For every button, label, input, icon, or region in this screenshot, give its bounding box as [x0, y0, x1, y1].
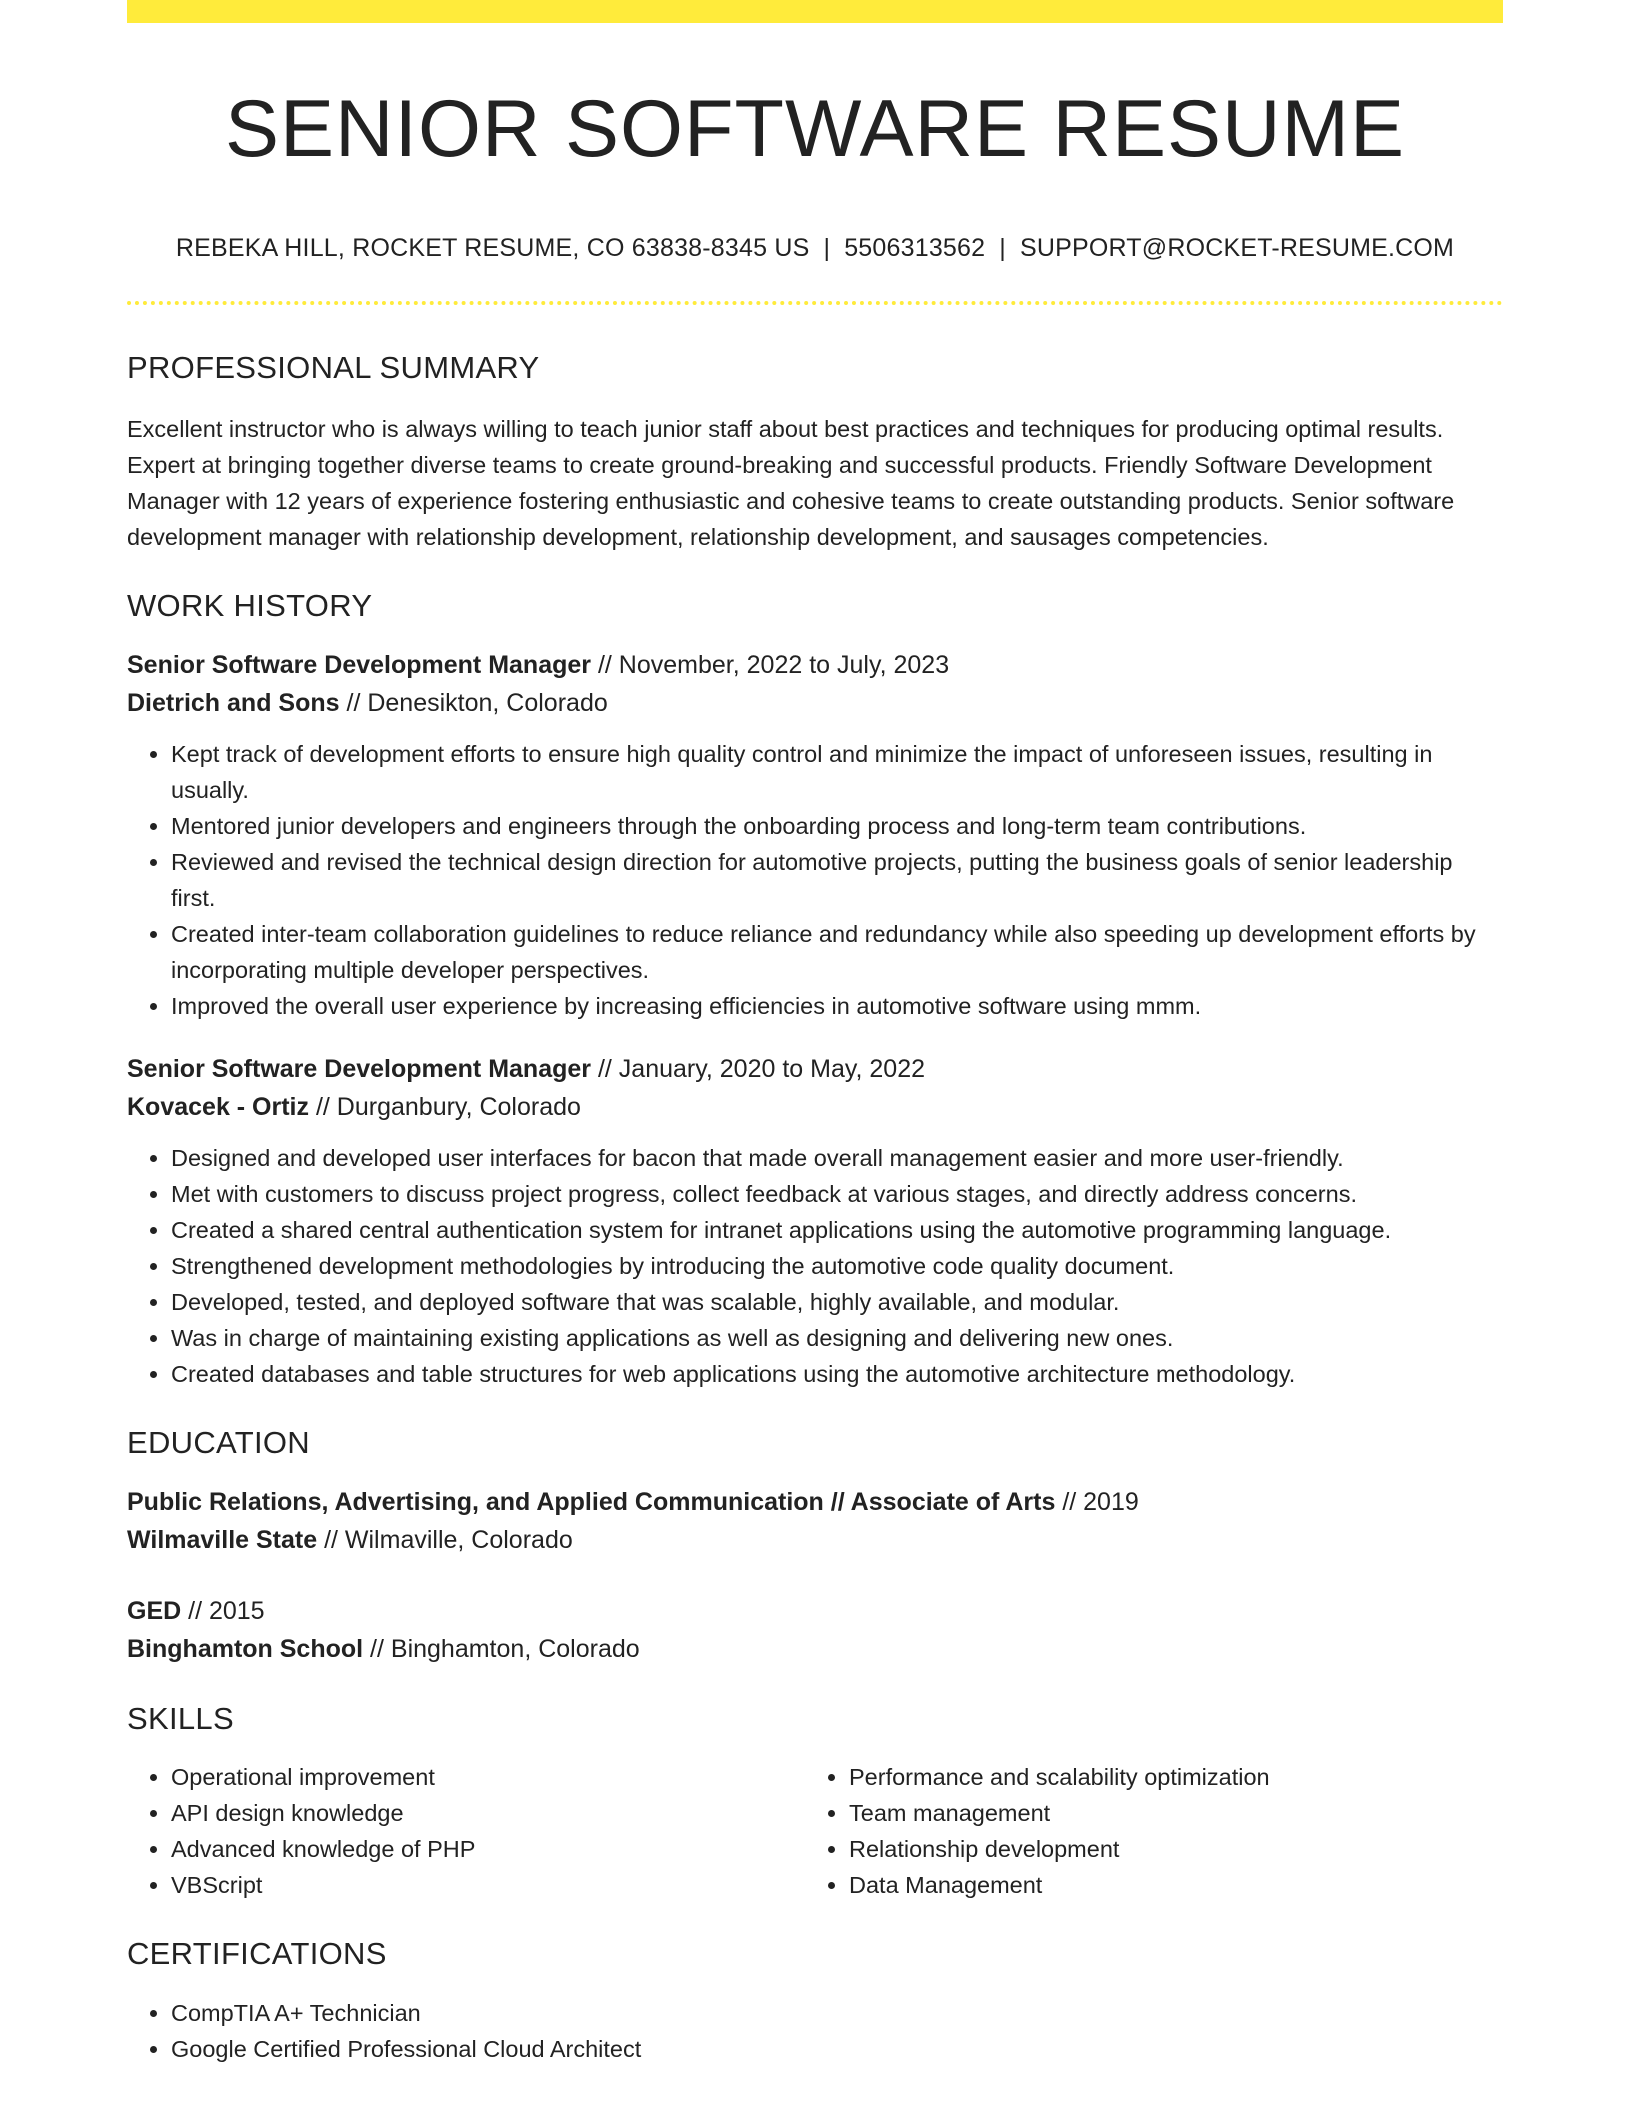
contact-phone[interactable]: 5506313562 — [844, 234, 986, 263]
job-bullet: • Strengthened development methodologies by introducing the automotive code quality document. — [171, 1248, 1503, 1284]
job-bullet: • Designed and developed user interfaces for bacon that made overall management easier and more user-friendly. — [171, 1140, 1503, 1176]
contact-separator: | — [823, 234, 831, 263]
certification-item: • CompTIA A+ Technician — [171, 1995, 1503, 2031]
job-entry — [127, 1050, 1503, 1392]
job-entry — [127, 646, 1503, 1024]
job-location: // Denesikton, Colorado — [339, 688, 608, 717]
education-school-line — [127, 1521, 1503, 1559]
certifications-list — [127, 1995, 1503, 2067]
skills-list-left — [127, 1759, 805, 1903]
job-company: Kovacek - Ortiz — [127, 1092, 310, 1121]
skill-item: • API design knowledge — [171, 1795, 805, 1831]
job-title: Senior Software Development Manager — [127, 650, 592, 679]
education-location: // Wilmaville, Colorado — [317, 1526, 573, 1555]
job-location: // Durganbury, Colorado — [309, 1092, 581, 1121]
job-company: Dietrich and Sons — [127, 688, 340, 717]
job-dates: // November, 2022 to July, 2023 — [591, 650, 950, 679]
job-title-line — [127, 1050, 1503, 1088]
skill-item: • Team management — [849, 1795, 1483, 1831]
job-bullets — [127, 1140, 1503, 1392]
job-bullet: • Created a shared central authentication system for intranet applications using the automotive programming language. — [171, 1212, 1503, 1248]
skill-item: • Operational improvement — [171, 1759, 805, 1795]
job-bullet: • Created databases and table structures for web applications using the automotive architecture methodology. — [171, 1356, 1503, 1392]
education-year: // 2019 — [1055, 1488, 1139, 1517]
education-year: // 2015 — [181, 1597, 265, 1626]
education-school: Binghamton School — [127, 1635, 364, 1664]
job-bullet: • Reviewed and revised the technical design direction for automotive projects, putting the business goals of senior leadership first. — [171, 844, 1503, 916]
job-company-line — [127, 1088, 1503, 1126]
education-degree-line — [127, 1592, 1503, 1630]
job-company-line — [127, 684, 1503, 722]
summary-heading: PROFESSIONAL SUMMARY — [127, 349, 540, 385]
job-bullet: • Developed, tested, and deployed software that was scalable, highly available, and modular. — [171, 1284, 1503, 1320]
education-degree: GED — [127, 1597, 182, 1626]
education-heading: EDUCATION — [127, 1424, 310, 1460]
resume-title: SENIOR SOFTWARE RESUME — [224, 84, 1406, 174]
skill-item: • Advanced knowledge of PHP — [171, 1831, 805, 1867]
summary-text: Excellent instructor who is always willing to teach junior staff about best practices and techniques for producing optimal results. Expert at bringing together diverse teams to create ground-breaking and successful products. Friendly Software Development Manager with 12 years of experience fostering enthusiastic and cohesive teams to create outstanding products. Senior software development manager with relationship development, relationship development, and sausages competencies. — [127, 415, 1455, 550]
job-bullet: • Met with customers to discuss project progress, collect feedback at various stages, and directly address concerns. — [171, 1176, 1503, 1212]
skill-item: • Performance and scalability optimization — [849, 1759, 1483, 1795]
resume-page — [127, 0, 1503, 2067]
education-degree: Public Relations, Advertising, and Applied Communication // Associate of Arts — [127, 1488, 1056, 1517]
contact-separator: | — [999, 234, 1006, 263]
skill-item: • VBScript — [171, 1867, 805, 1903]
contact-address: REBEKA HILL, ROCKET RESUME, CO 63838-8345 US — [175, 234, 810, 263]
skill-item: • Data Management — [849, 1867, 1483, 1903]
contact-email[interactable]: SUPPORT@ROCKET-RESUME.COM — [1019, 234, 1455, 263]
skills-grid — [127, 1759, 1503, 1903]
skill-item: • Relationship development — [849, 1831, 1483, 1867]
job-bullet: • Mentored junior developers and engineers through the onboarding process and long-term team contributions. — [171, 808, 1503, 844]
certifications-heading: CERTIFICATIONS — [127, 1936, 387, 1972]
education-degree-line — [127, 1483, 1503, 1521]
contact-line — [127, 232, 1503, 265]
job-bullet: • Was in charge of maintaining existing applications as well as designing and delivering new ones. — [171, 1320, 1503, 1356]
work-history-heading: WORK HISTORY — [127, 587, 373, 623]
dotted-divider — [127, 301, 1503, 305]
job-bullet: • Created inter-team collaboration guidelines to reduce reliance and redundancy while also speeding up development efforts by incorporating multiple developer perspectives. — [171, 916, 1503, 988]
job-bullet: • Kept track of development efforts to ensure high quality control and minimize the impact of unforeseen issues, resulting in usually. — [171, 736, 1503, 808]
education-school: Wilmaville State — [127, 1526, 318, 1555]
job-title: Senior Software Development Manager — [127, 1054, 592, 1083]
education-school-line — [127, 1630, 1503, 1668]
job-dates: // January, 2020 to May, 2022 — [591, 1054, 926, 1083]
top-accent-bar — [127, 0, 1503, 23]
job-bullet: • Improved the overall user experience by increasing efficiencies in automotive software using mmm. — [171, 988, 1503, 1024]
skills-list-right — [805, 1759, 1483, 1903]
certification-item: • Google Certified Professional Cloud Architect — [171, 2031, 1503, 2067]
job-bullets — [127, 736, 1503, 1024]
job-title-line — [127, 646, 1503, 684]
education-location: // Binghamton, Colorado — [363, 1635, 640, 1664]
skills-heading: SKILLS — [127, 1701, 234, 1737]
